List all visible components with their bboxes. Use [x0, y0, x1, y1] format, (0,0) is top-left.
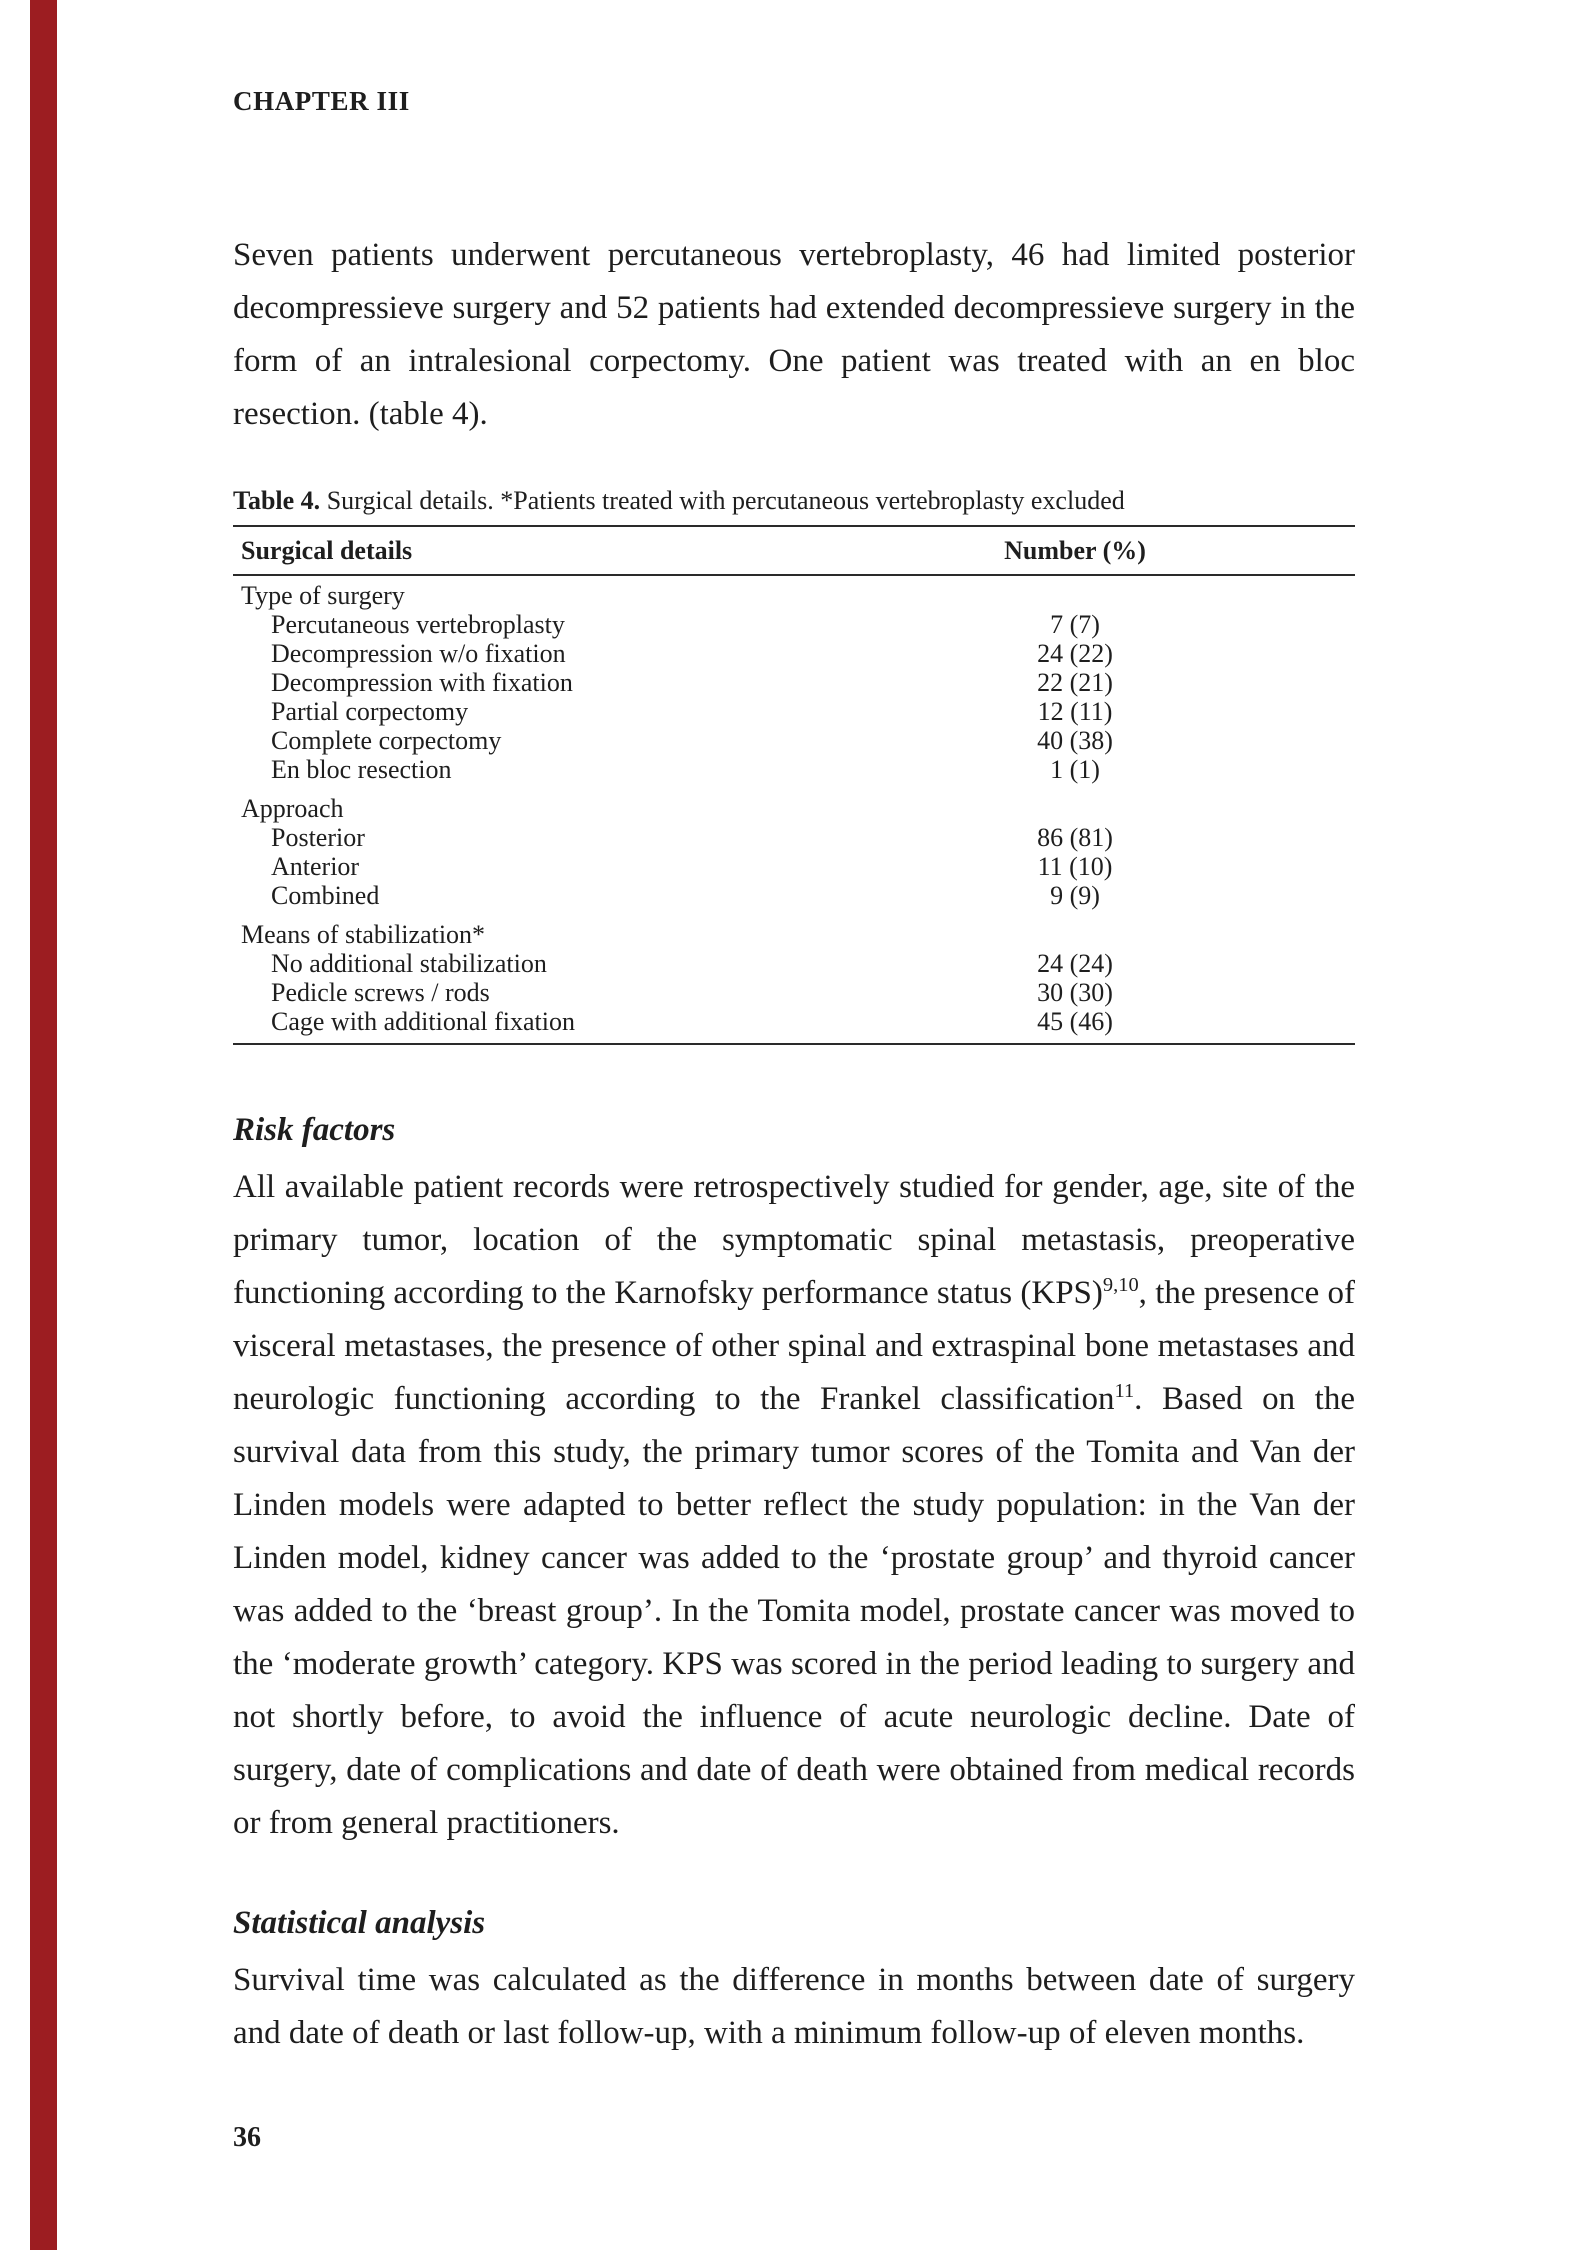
- section-heading-risk-factors: Risk factors: [233, 1112, 396, 1148]
- table-row: [233, 697, 1355, 726]
- row-label: Decompression with fixation: [271, 668, 573, 697]
- row-value: 86 (81): [1037, 823, 1113, 852]
- table-row: [233, 1007, 1355, 1044]
- column-header-surgical-details: Surgical details: [241, 536, 413, 565]
- table-group-row: [233, 575, 1355, 610]
- table-row: [233, 639, 1355, 668]
- table-row: [233, 949, 1355, 978]
- risk-factors-text-part3: . Based on the survival data from this study, the primary tumor scores of the Tomita and Van der Linden models were adapted to better reflect the study population: in the Van der Linden model, kidney cancer was added to the ‘prostate group’ and thyroid cancer was added to the ‘breast group’. In the Tomita model, prostate cancer was moved to the ‘moderate growth’ category. KPS was scored in the period leading to surgery and not shortly before, to avoid the influence of acute neurologic decline. Date of surgery, date of complications and date of death were obtained from medical records or from general practitioners.: [233, 1381, 1355, 1841]
- row-label: Anterior: [271, 852, 360, 881]
- row-value: 45 (46): [1037, 1007, 1113, 1036]
- table-caption-text: Surgical details. *Patients treated with percutaneous vertebroplasty excluded: [326, 486, 1125, 515]
- row-label: No additional stabilization: [271, 949, 547, 978]
- row-value: 40 (38): [1037, 726, 1113, 755]
- risk-factors-paragraph: [233, 1161, 1355, 1850]
- row-value: 1 (1): [1050, 755, 1100, 784]
- row-label: En bloc resection: [271, 755, 452, 784]
- table-group-row: [233, 910, 1355, 949]
- row-value: 11 (10): [1037, 852, 1113, 881]
- row-label: Complete corpectomy: [271, 726, 502, 755]
- row-value: 24 (22): [1037, 639, 1113, 668]
- table-row: [233, 823, 1355, 852]
- table-row: [233, 852, 1355, 881]
- row-label: Percutaneous vertebroplasty: [271, 610, 565, 639]
- risk-factors-text-part2: , the presence of visceral metastases, the presence of other spinal and extraspinal bone metastases and neurologic functioning according to the Frankel classification: [233, 1275, 1355, 1417]
- table-caption: [233, 485, 1355, 517]
- table-row: [233, 726, 1355, 755]
- group-label: Type of surgery: [241, 581, 405, 610]
- table-group-row: [233, 784, 1355, 823]
- spine-accent-bar: [30, 0, 57, 2250]
- table-header-row: [233, 526, 1355, 575]
- row-value: 7 (7): [1050, 610, 1100, 639]
- reference-superscript: 11: [1114, 1380, 1135, 1402]
- row-value: 22 (21): [1037, 668, 1113, 697]
- table-row: [233, 978, 1355, 1007]
- page-content: [233, 0, 1355, 2060]
- table-row: [233, 610, 1355, 639]
- page-number: 36: [233, 2122, 261, 2153]
- reference-superscript: 9,10: [1102, 1274, 1139, 1296]
- table-caption-label: Table 4.: [233, 486, 321, 515]
- table-row: [233, 755, 1355, 784]
- row-value: 30 (30): [1037, 978, 1113, 1007]
- row-label: Posterior: [271, 823, 365, 852]
- row-value: 12 (11): [1037, 697, 1113, 726]
- row-label: Partial corpectomy: [271, 697, 469, 726]
- table-row: [233, 668, 1355, 697]
- group-label: Means of stabilization*: [241, 920, 486, 949]
- row-label: Decompression w/o fixation: [271, 639, 566, 668]
- row-label: Combined: [271, 881, 380, 910]
- row-value: 9 (9): [1050, 881, 1100, 910]
- row-label: Cage with additional fixation: [271, 1007, 575, 1036]
- table-row: [233, 881, 1355, 910]
- row-label: Pedicle screws / rods: [271, 978, 490, 1007]
- surgical-details-table: [233, 525, 1355, 1045]
- group-label: Approach: [241, 794, 344, 823]
- column-header-number: Number (%): [1004, 536, 1146, 565]
- statistical-analysis-paragraph: Survival time was calculated as the difference in months between date of surgery and date of death or last follow-up, with a minimum follow-up of eleven months.: [233, 1962, 1355, 2051]
- row-value: 24 (24): [1037, 949, 1113, 978]
- risk-factors-text-part1: All available patient records were retrospectively studied for gender, age, site of the primary tumor, location of the symptomatic spinal metastasis, preoperative functioning according to the Karnofsky performance status (KPS): [233, 1169, 1355, 1311]
- section-heading-statistical-analysis: Statistical analysis: [233, 1905, 486, 1941]
- intro-paragraph: Seven patients underwent percutaneous vertebroplasty, 46 had limited posterior decompressieve surgery and 52 patients had extended decompressieve surgery in the form of an intralesional corpectomy. One patient was treated with an en bloc resection. (table 4).: [233, 237, 1355, 432]
- chapter-header: CHAPTER III: [233, 86, 410, 116]
